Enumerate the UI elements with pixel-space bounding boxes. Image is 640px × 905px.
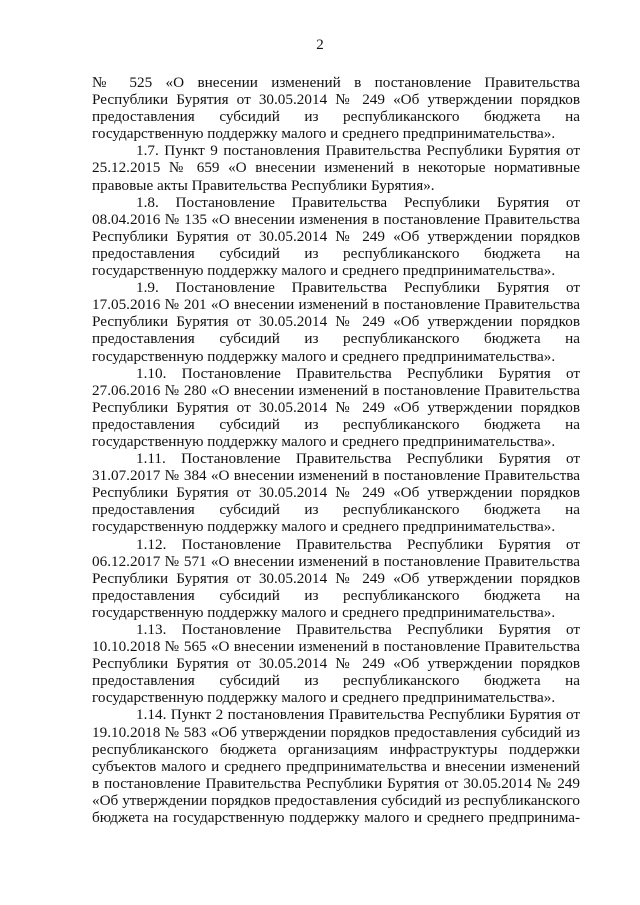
document-body — [92, 74, 580, 826]
paragraph-item-1-14: 1.14. Пункт 2 постановления Правительства Республики Бурятия от 19.10.2018 № 583 «Об утверждении порядков предоставления субсидий из республиканского бюджета организациям инфраструктуры поддержки субъектов малого и среднего предпринимательства и внесении изменений в постановление Правительства Республики Бурятия от 30.05.2014 № 249 «Об утверждении порядков предоставления субсидий из республиканского бюджета на государственную поддержку малого и среднего предпринима- — [92, 706, 580, 827]
paragraph-item-1-13: 1.13. Постановление Правительства Республики Бурятия от 10.10.2018 № 565 «О внесении изменений в постановление Правительства Республики Бурятия от 30.05.2014 № 249 «Об утверждении порядков предоставления субсидий из республиканского бюджета на государственную поддержку малого и среднего предпринимательства». — [92, 621, 580, 707]
paragraph-item-1-7: 1.7. Пункт 9 постановления Правительства Республики Бурятия от 25.12.2015 № 659 «О внесении изменений в некоторые нормативные правовые акты Правительства Республики Бурятия». — [92, 142, 580, 194]
paragraph-item-1-8: 1.8. Постановление Правительства Республики Бурятия от 08.04.2016 № 135 «О внесении изменения в постановление Правительства Республики Бурятия от 30.05.2014 № 249 «Об утверждении порядков предоставления субсидий из республиканского бюджета на государственную поддержку малого и среднего предпринимательства». — [92, 193, 580, 280]
paragraph-item-1-11: 1.11. Постановление Правительства Республики Бурятия от 31.07.2017 № 384 «О внесении изменений в постановление Правительства Республики Бурятия от 30.05.2014 № 249 «Об утверждении порядков предоставления субсидий из республиканского бюджета на государственную поддержку малого и среднего предпринимательства». — [92, 450, 580, 536]
paragraph-item-1-12: 1.12. Постановление Правительства Республики Бурятия от 06.12.2017 № 571 «О внесении изменений в постановление Правительства Республики Бурятия от 30.05.2014 № 249 «Об утверждении порядков предоставления субсидий из республиканского бюджета на государственную поддержку малого и среднего предпринимательства». — [92, 535, 580, 621]
paragraph-continuation: № 525 «О внесении изменений в постановление Правительства Республики Бурятия от 30.05.2014 № 249 «Об утверждении порядков предоставления субсидий из республиканского бюджета на государственную поддержку малого и среднего предпринимательства». — [92, 74, 580, 143]
paragraph-item-1-10: 1.10. Постановление Правительства Республики Бурятия от 27.06.2016 № 280 «О внесении изменений в постановление Правительства Республики Бурятия от 30.05.2014 № 249 «Об утверждении порядков предоставления субсидий из республиканского бюджета на государственную поддержку малого и среднего предпринимательства». — [92, 364, 580, 450]
page-number: 2 — [316, 37, 324, 53]
paragraph-item-1-9: 1.9. Постановление Правительства Республики Бурятия от 17.05.2016 № 201 «О внесении изменений в постановление Правительства Республики Бурятия от 30.05.2014 № 249 «Об утверждении порядков предоставления субсидий из республиканского бюджета на государственную поддержку малого и среднего предпринимательства». — [92, 279, 580, 365]
